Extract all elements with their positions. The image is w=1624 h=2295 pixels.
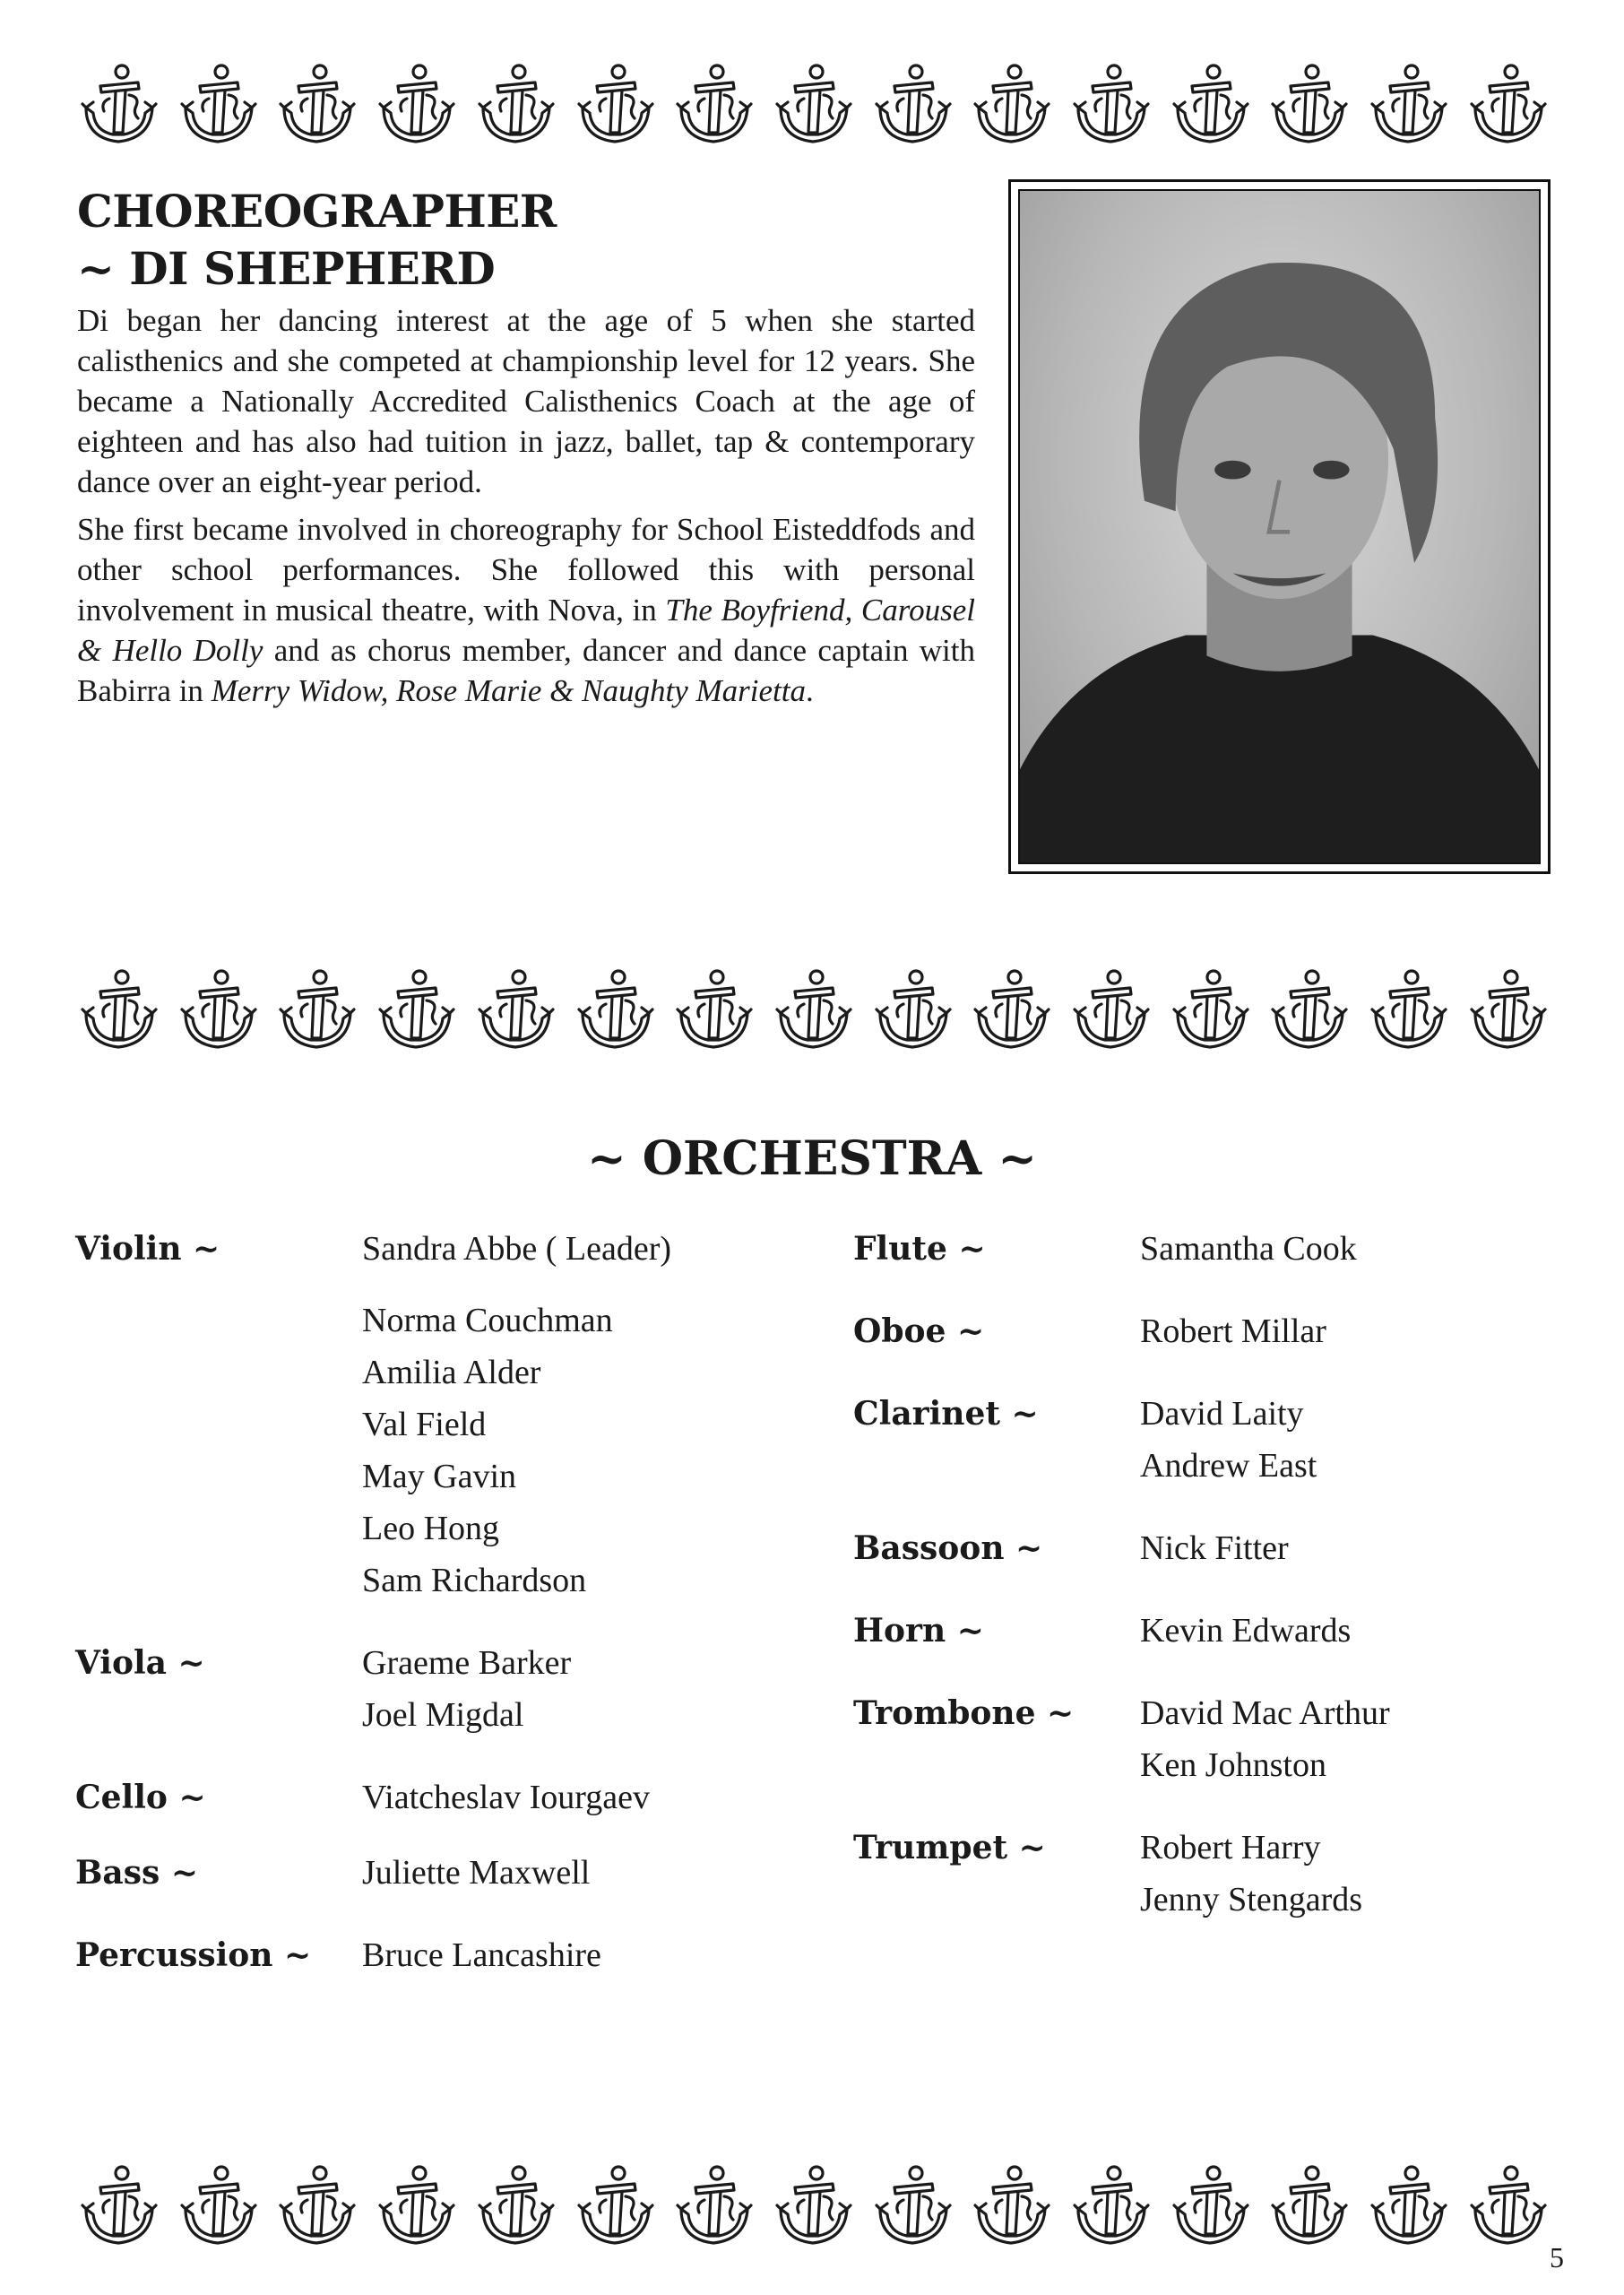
- anchor-border-middle: [73, 965, 1552, 1054]
- orchestra-left-column: [75, 1223, 810, 1981]
- heading-name: ~ DI SHEPHERD: [77, 242, 496, 295]
- anchor-icon: [471, 965, 560, 1054]
- instrument-label: [75, 1295, 362, 1606]
- player-list: [1140, 1687, 1390, 1791]
- anchor-icon: [669, 2161, 758, 2250]
- anchor-border-top: [73, 59, 1552, 149]
- page-number: 5: [1550, 2241, 1564, 2273]
- anchor-icon: [1066, 965, 1155, 1054]
- anchor-icon: [272, 59, 361, 149]
- player-name: Joel Migdal: [362, 1696, 524, 1734]
- player-name: May Gavin: [362, 1458, 517, 1495]
- bio-text: and as chorus member, dancer and dance captain with Babirra in: [77, 633, 975, 708]
- instrument-label: Clarinet ~: [853, 1395, 1039, 1433]
- instrument-label: Viola ~: [75, 1644, 205, 1682]
- anchor-icon: [471, 59, 560, 149]
- portrait-photo: [1018, 189, 1541, 864]
- anchor-icon: [1264, 2161, 1353, 2250]
- anchor-icon: [1264, 965, 1353, 1054]
- orchestra-section: [75, 1771, 810, 1823]
- player-list: [362, 1771, 650, 1823]
- orchestra-section: [75, 1295, 810, 1606]
- player-list: [1140, 1305, 1326, 1357]
- anchor-icon: [1363, 965, 1453, 1054]
- anchor-icon: [371, 59, 461, 149]
- player-name: Nick Fitter: [1140, 1529, 1289, 1567]
- orchestra-section: [75, 1929, 810, 1981]
- anchor-icon: [1463, 965, 1552, 1054]
- anchor-icon: [868, 59, 957, 149]
- anchor-icon: [966, 59, 1056, 149]
- anchor-icon: [73, 59, 163, 149]
- instrument-label: Trombone ~: [853, 1694, 1075, 1732]
- anchor-icon: [73, 965, 163, 1054]
- portrait-illustration: [1020, 191, 1539, 862]
- player-list: [362, 1295, 613, 1606]
- heading-title: CHOREOGRAPHER: [77, 185, 557, 238]
- anchor-icon: [272, 2161, 361, 2250]
- instrument-label: Flute ~: [853, 1230, 986, 1268]
- anchor-icon: [966, 965, 1056, 1054]
- instrument-label: Oboe ~: [853, 1312, 985, 1350]
- orchestra-right-column: [853, 1223, 1570, 1926]
- anchor-icon: [471, 2161, 560, 2250]
- anchor-icon: [173, 965, 263, 1054]
- orchestra-section: [853, 1522, 1570, 1574]
- player-name: Jenny Stengards: [1140, 1881, 1363, 1918]
- anchor-icon: [371, 2161, 461, 2250]
- instrument-label: Bassoon ~: [853, 1529, 1043, 1567]
- orchestra-section: [75, 1847, 810, 1899]
- anchor-icon: [1363, 2161, 1453, 2250]
- player-name: Val Field: [362, 1406, 487, 1443]
- player-name: Ken Johnston: [1140, 1746, 1326, 1784]
- bio-show-titles: The Boyfriend, Carousel & Hello Dolly: [77, 593, 975, 668]
- anchor-icon: [868, 2161, 957, 2250]
- player-list: [362, 1223, 671, 1275]
- instrument-label: Trumpet ~: [853, 1829, 1046, 1866]
- anchor-icon: [768, 965, 858, 1054]
- orchestra-section: [853, 1223, 1570, 1275]
- anchor-icon: [966, 2161, 1056, 2250]
- orchestra-section: [853, 1605, 1570, 1657]
- anchor-icon: [1066, 2161, 1155, 2250]
- instrument-label: Horn ~: [853, 1612, 984, 1650]
- player-name: Andrew East: [1140, 1447, 1317, 1485]
- bio-paragraph-2: [77, 509, 975, 711]
- player-name: Leo Hong: [362, 1510, 500, 1547]
- bio-text: .: [805, 673, 814, 708]
- player-name: David Laity: [1140, 1395, 1304, 1433]
- player-name: Juliette Maxwell: [362, 1854, 591, 1892]
- player-list: [362, 1637, 571, 1741]
- anchor-icon: [1165, 965, 1255, 1054]
- anchor-icon: [1463, 2161, 1552, 2250]
- orchestra-section: [853, 1305, 1570, 1357]
- anchor-icon: [1165, 59, 1255, 149]
- anchor-icon: [768, 59, 858, 149]
- player-name: Graeme Barker: [362, 1644, 572, 1682]
- portrait-frame: [1008, 179, 1551, 874]
- anchor-icon: [570, 59, 660, 149]
- player-list: [1140, 1522, 1289, 1574]
- anchor-icon: [868, 965, 957, 1054]
- player-name: Robert Harry: [1140, 1829, 1321, 1866]
- anchor-icon: [1363, 59, 1453, 149]
- player-list: [1140, 1605, 1351, 1657]
- player-list: [1140, 1822, 1362, 1926]
- player-name: Bruce Lancashire: [362, 1936, 601, 1974]
- choreographer-bio: [77, 300, 975, 718]
- bio-paragraph-1: Di began her dancing interest at the age of 5 when she started calisthenics and she competed at championship level for 12 years. She became a Nationally Accredited Calisthenics Coach at the age of eighteen and has also had tuition in jazz, ballet, tap & contemporary dance over an eight-year period.: [77, 303, 975, 499]
- orchestra-section: [853, 1388, 1570, 1492]
- player-list: [362, 1847, 590, 1899]
- instrument-label: Bass ~: [75, 1854, 198, 1892]
- anchor-icon: [768, 2161, 858, 2250]
- bio-text: She first became involved in choreography for School Eisteddfods and other school performances. She followed this with personal involvement in musical theatre, with Nova, in: [77, 512, 975, 628]
- player-name: Sandra Abbe ( Leader): [362, 1230, 672, 1268]
- instrument-label: Violin ~: [75, 1230, 220, 1268]
- orchestra-section: [75, 1637, 810, 1741]
- player-name: Norma Couchman: [362, 1302, 613, 1339]
- player-list: [1140, 1388, 1317, 1492]
- bio-show-titles: Merry Widow, Rose Marie & Naughty Marietta: [211, 673, 806, 708]
- anchor-icon: [669, 59, 758, 149]
- anchor-border-bottom: [73, 2161, 1552, 2250]
- anchor-icon: [669, 965, 758, 1054]
- anchor-icon: [73, 2161, 163, 2250]
- anchor-icon: [272, 965, 361, 1054]
- player-name: Sam Richardson: [362, 1562, 587, 1599]
- anchor-icon: [173, 59, 263, 149]
- player-name: Amilia Alder: [362, 1354, 541, 1391]
- instrument-label: Percussion ~: [75, 1936, 312, 1974]
- orchestra-section: [75, 1223, 810, 1275]
- anchor-icon: [570, 965, 660, 1054]
- player-name: Robert Millar: [1140, 1312, 1326, 1350]
- choreographer-heading: [77, 183, 973, 298]
- anchor-icon: [1165, 2161, 1255, 2250]
- instrument-label: Cello ~: [75, 1779, 206, 1816]
- orchestra-section: [853, 1822, 1570, 1926]
- player-list: [1140, 1223, 1357, 1275]
- anchor-icon: [371, 965, 461, 1054]
- player-name: David Mac Arthur: [1140, 1694, 1390, 1732]
- player-list: [362, 1929, 601, 1981]
- anchor-icon: [1463, 59, 1552, 149]
- anchor-icon: [570, 2161, 660, 2250]
- player-name: Viatcheslav Iourgaev: [362, 1779, 650, 1816]
- anchor-icon: [173, 2161, 263, 2250]
- anchor-icon: [1264, 59, 1353, 149]
- orchestra-section: [853, 1687, 1570, 1791]
- orchestra-title: ~ ORCHESTRA ~: [587, 1131, 1037, 1186]
- anchor-icon: [1066, 59, 1155, 149]
- player-name: Kevin Edwards: [1140, 1612, 1352, 1650]
- player-name: Samantha Cook: [1140, 1230, 1357, 1268]
